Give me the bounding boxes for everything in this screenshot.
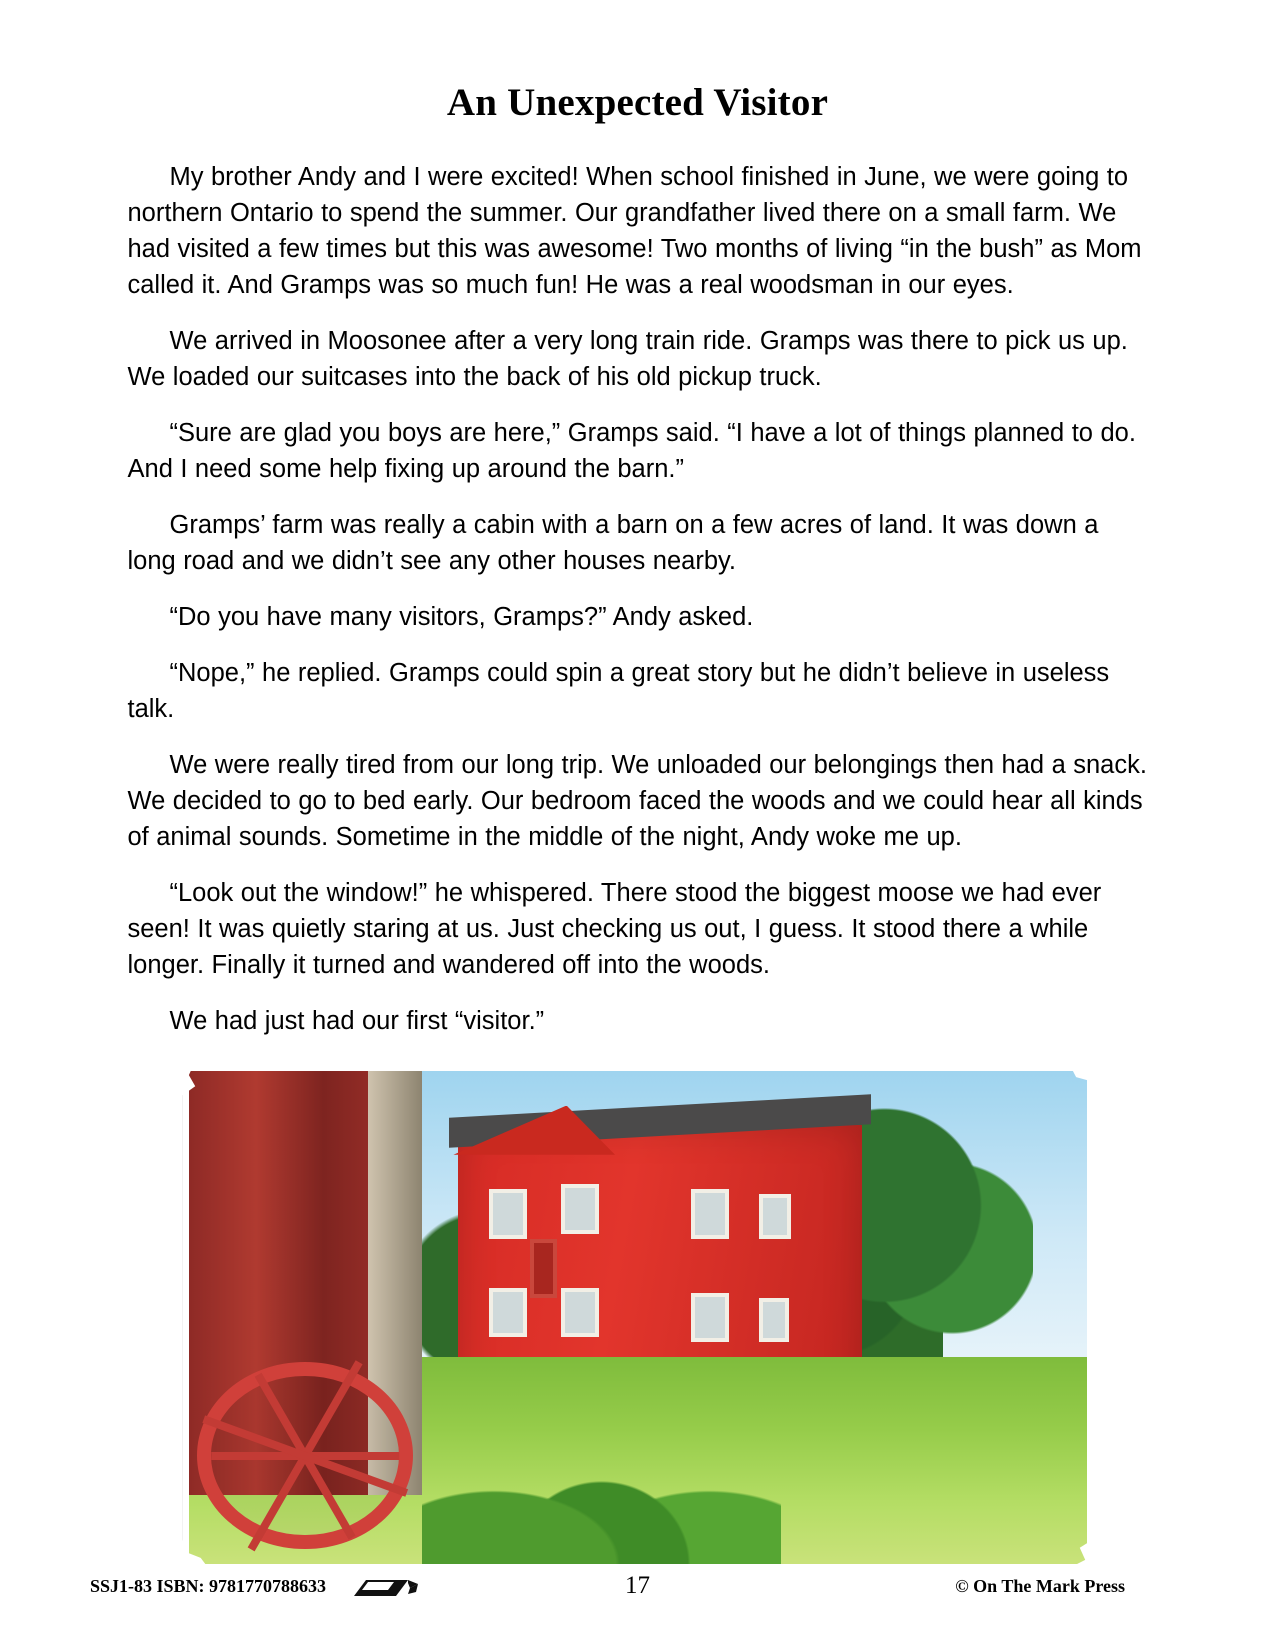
- footer-isbn: SSJ1-83 ISBN: 9781770788633: [90, 1576, 327, 1596]
- barn-door: [530, 1239, 557, 1298]
- paragraph: We had just had our first “visitor.”: [169, 1007, 545, 1035]
- photo-frame: [183, 1065, 1093, 1570]
- page-number: 17: [625, 1572, 650, 1599]
- barn-window: [489, 1288, 527, 1337]
- paragraph: My brother Andy and I were excited! When school finished in June, we were going to northern Ontario to spend the summer. Our grandfather lived there on a small farm. We had visited a few times but this was awesome! Two months of living “in the bush” as Mom called it. And Gramps was so much fun! He was a real woodsman in our eyes.: [127, 163, 1142, 299]
- photo-container: [183, 1065, 1093, 1570]
- paragraph: “Nope,” he replied. Gramps could spin a great story but he didn’t believe in useless talk.: [127, 659, 1110, 723]
- paragraph: “Do you have many visitors, Gramps?” Andy asked.: [169, 603, 754, 631]
- page-title: An Unexpected Visitor: [446, 81, 829, 124]
- barn-window: [561, 1184, 599, 1233]
- tall-weeds: [422, 1396, 781, 1564]
- paragraph: Gramps’ farm was really a cabin with a barn on a few acres of land. It was down a long road and we didn’t see any other houses nearby.: [127, 511, 1099, 575]
- story-body: [128, 125, 1148, 1039]
- barn-window: [759, 1298, 790, 1342]
- paragraph: “Sure are glad you boys are here,” Gramps said. “I have a lot of things planned to do. And I need some help fixing up around the barn.”: [127, 419, 1136, 483]
- page-footer: [0, 1572, 1275, 1606]
- barn-window: [759, 1194, 791, 1238]
- barn-window: [489, 1189, 527, 1238]
- paragraph: We were really tired from our long trip. We unloaded our belongings then had a snack. We decided to go to bed early. Our bedroom faced the woods and we could hear all kinds of animal sounds. Sometime in the middle of the night, Andy woke me up.: [127, 751, 1147, 851]
- footer-publisher: © On The Mark Press: [955, 1576, 1125, 1596]
- barn-window: [691, 1189, 729, 1238]
- barn-photo: [189, 1071, 1087, 1564]
- barn-window: [691, 1293, 729, 1342]
- paragraph: “Look out the window!” he whispered. There stood the biggest moose we had ever seen! It was quietly staring at us. Just checking us out, I guess. It stood there a while longer. Finally it turned and wandered off into the woods.: [127, 879, 1102, 979]
- barn-window: [561, 1288, 599, 1337]
- paragraph: We arrived in Moosonee after a very long train ride. Gramps was there to pick us up. We loaded our suitcases into the back of his old pickup truck.: [127, 327, 1128, 391]
- wagon-wheel-spokes: [197, 1362, 413, 1549]
